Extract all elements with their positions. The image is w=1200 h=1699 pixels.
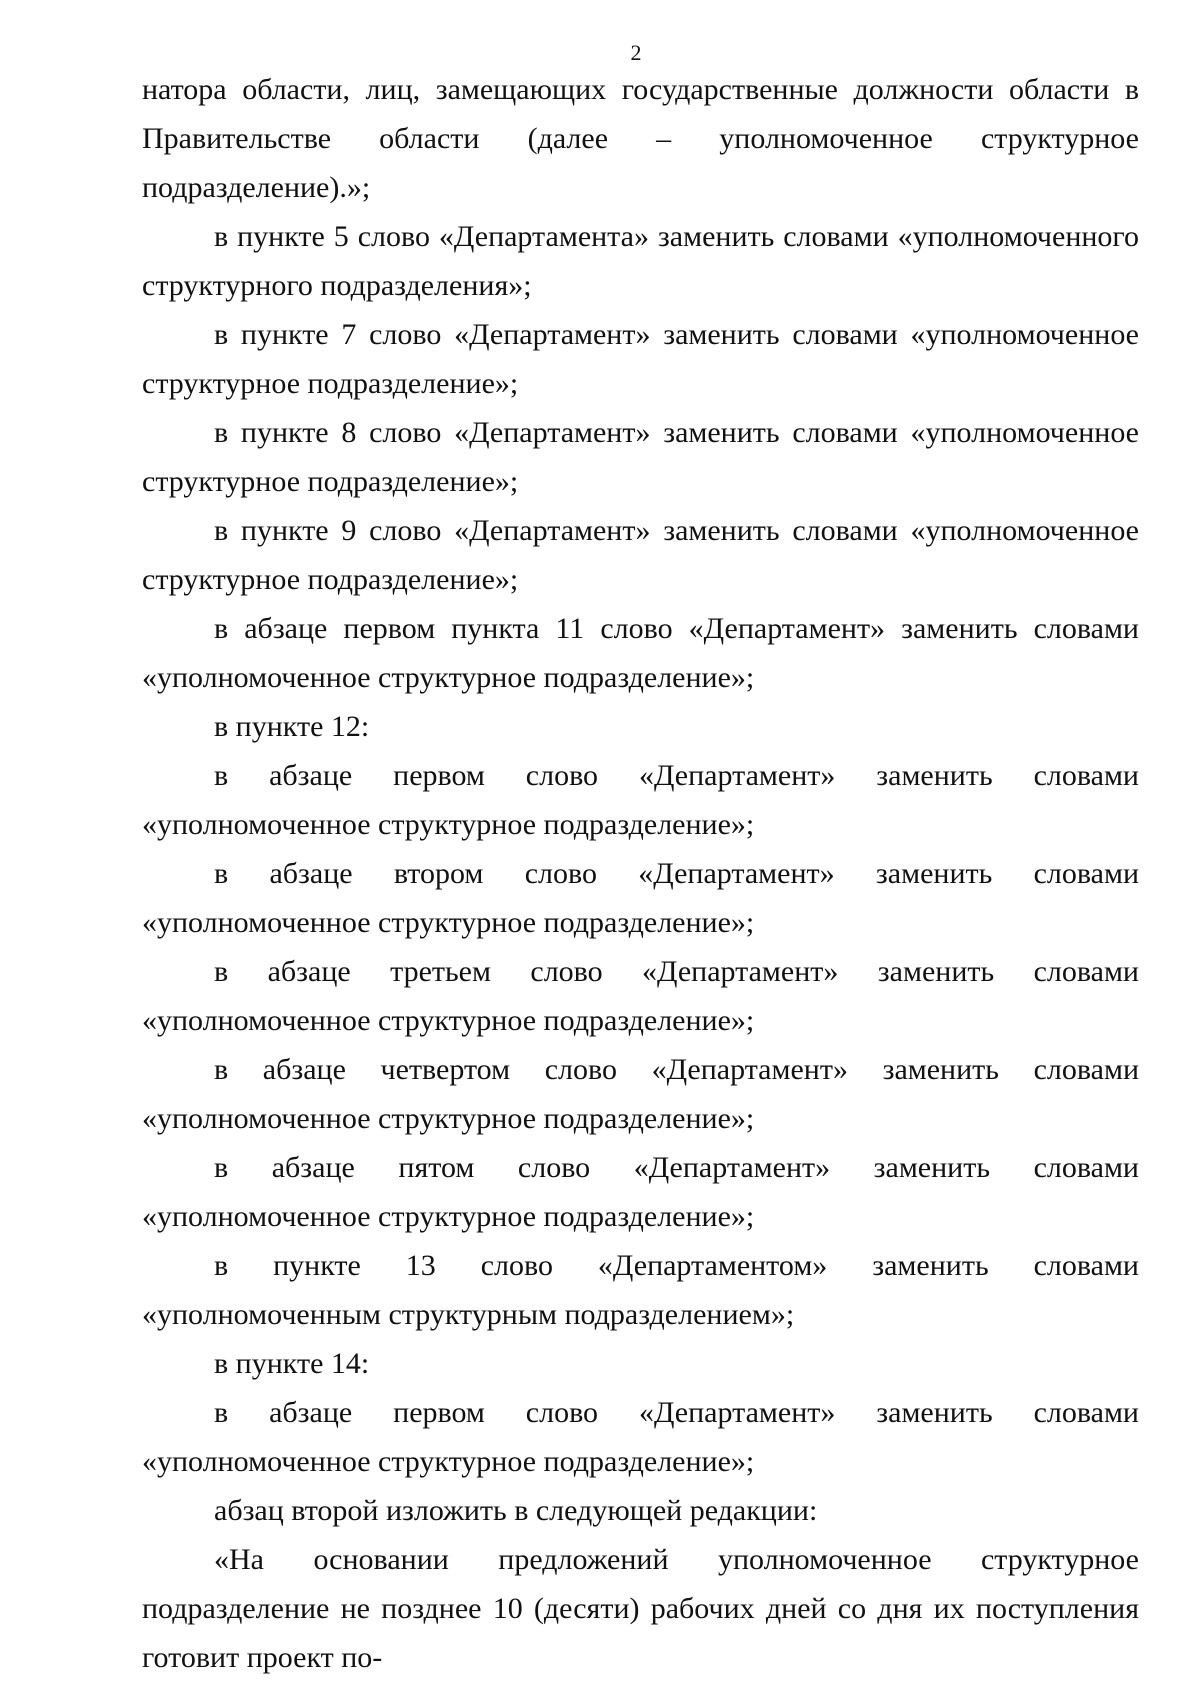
paragraph-item-12-sub-1: в абзаце первом слово «Департамент» заменить словами «уполномоченное структурное подразделение»; xyxy=(142,759,1139,841)
paragraph-item-8: в пункте 8 слово «Департамент» заменить словами «уполномоченное структурное подразделение»; xyxy=(142,416,1139,498)
paragraph-item-14-sub-2: абзац второй изложить в следующей редакции: xyxy=(214,1494,818,1527)
paragraph-quoted-text: «На основании предложений уполномоченное структурное подразделение не позднее 10 (десяти) рабочих дней со дня их поступления готовит проект по- xyxy=(142,1543,1139,1674)
paragraph-item-7: в пункте 7 слово «Департамент» заменить словами «уполномоченное структурное подразделение»; xyxy=(142,318,1139,400)
page-number: 2 xyxy=(630,40,642,65)
paragraph-item-13: в пункте 13 слово «Департаментом» заменить словами «уполномоченным структурным подразделением»; xyxy=(142,1249,1139,1331)
paragraph-item-5: в пункте 5 слово «Департамента» заменить словами «уполномоченного структурного подразделения»; xyxy=(142,220,1139,302)
paragraph-item-14-sub-1: в абзаце первом слово «Департамент» заменить словами «уполномоченное структурное подразделение»; xyxy=(142,1396,1139,1478)
paragraph-item-12-sub-4: в абзаце четвертом слово «Департамент» заменить словами «уполномоченное структурное подразделение»; xyxy=(142,1053,1139,1135)
paragraph-item-12-sub-3: в абзаце третьем слово «Департамент» заменить словами «уполномоченное структурное подразделение»; xyxy=(142,955,1139,1037)
paragraph-item-11: в абзаце первом пункта 11 слово «Департамент» заменить словами «уполномоченное структурное подразделение»; xyxy=(142,612,1139,694)
paragraph-item-9: в пункте 9 слово «Департамент» заменить словами «уполномоченное структурное подразделение»; xyxy=(142,514,1139,596)
paragraph-item-12-heading: в пункте 12: xyxy=(214,710,370,743)
paragraph-continuation: натора области, лиц, замещающих государственные должности области в Правительстве области (далее – уполномоченное структурное подразделение).»; xyxy=(142,73,1139,204)
document-body xyxy=(142,65,1139,1682)
paragraph-item-14-heading: в пункте 14: xyxy=(214,1347,370,1380)
paragraph-item-12-sub-2: в абзаце втором слово «Департамент» заменить словами «уполномоченное структурное подразделение»; xyxy=(142,857,1139,939)
paragraph-item-12-sub-5: в абзаце пятом слово «Департамент» заменить словами «уполномоченное структурное подразделение»; xyxy=(142,1151,1139,1233)
